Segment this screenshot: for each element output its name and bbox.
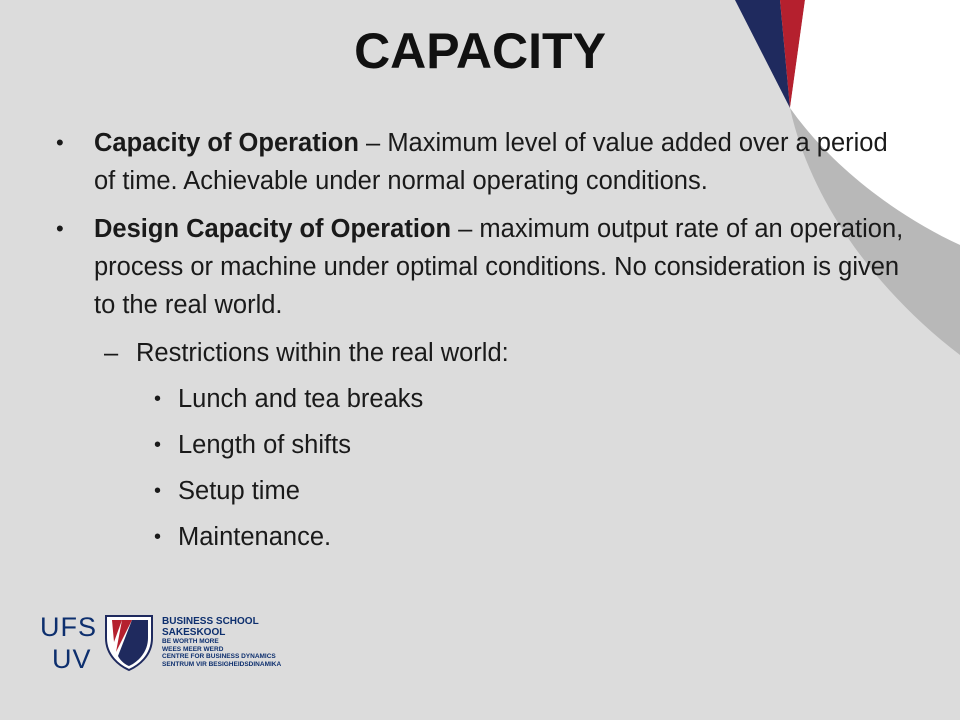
- bullet-icon: •: [154, 388, 162, 410]
- bullet-text: – maximum output rate of an operation, process or machine under optimal conditions. No consideration is given to the real world.: [94, 215, 904, 319]
- shield-icon: [102, 612, 156, 672]
- logo-ufs-text: UFS: [40, 612, 97, 642]
- sub-sub-bullet-item: [56, 426, 916, 464]
- bullet-icon: •: [56, 216, 64, 241]
- logo-line-sakeskool: SAKESKOOL: [162, 627, 226, 638]
- sub-bullet-item: [56, 334, 916, 372]
- sub-sub-bullet-text: Length of shifts: [178, 431, 351, 459]
- bullet-item: [56, 210, 916, 324]
- bullet-item: [56, 124, 916, 200]
- sub-sub-bullet-text: Lunch and tea breaks: [178, 385, 424, 413]
- bullet-text: – Maximum level of value added over a period of time. Achievable under normal operating conditions.: [94, 129, 888, 195]
- bullet-icon: •: [154, 480, 162, 502]
- logo-line-centre: CENTRE FOR BUSINESS DYNAMICS: [162, 653, 276, 660]
- logo-line-be-worth-more: BE WORTH MORE: [162, 638, 219, 645]
- sub-sub-bullet-text: Setup time: [178, 477, 300, 505]
- bullet-icon: •: [56, 130, 64, 155]
- slide-title: CAPACITY: [354, 23, 606, 79]
- sub-bullet-text: Restrictions within the real world:: [136, 339, 509, 367]
- bullet-term: Capacity of Operation: [94, 129, 359, 157]
- sub-sub-bullet-text: Maintenance.: [178, 523, 332, 551]
- logo-uv-text: UV: [52, 644, 92, 674]
- bullet-icon: •: [154, 526, 162, 548]
- logo-line-sentrum: SENTRUM VIR BESIGHEIDSDINAMIKA: [162, 660, 282, 668]
- bullet-term: Design Capacity of Operation: [94, 215, 452, 243]
- bullet-icon: •: [154, 434, 162, 456]
- sub-sub-bullet-item: [56, 518, 916, 556]
- dash-icon: –: [104, 339, 119, 367]
- logo-text-block: [162, 616, 302, 668]
- ufs-business-school-logo: [40, 612, 300, 682]
- logo-line-business-school: BUSINESS SCHOOL: [162, 616, 259, 627]
- sub-sub-bullet-item: [56, 472, 916, 510]
- slide-content: [56, 124, 916, 564]
- logo-line-wees-meer-werd: WEES MEER WERD: [162, 645, 224, 653]
- sub-sub-bullet-item: [56, 380, 916, 418]
